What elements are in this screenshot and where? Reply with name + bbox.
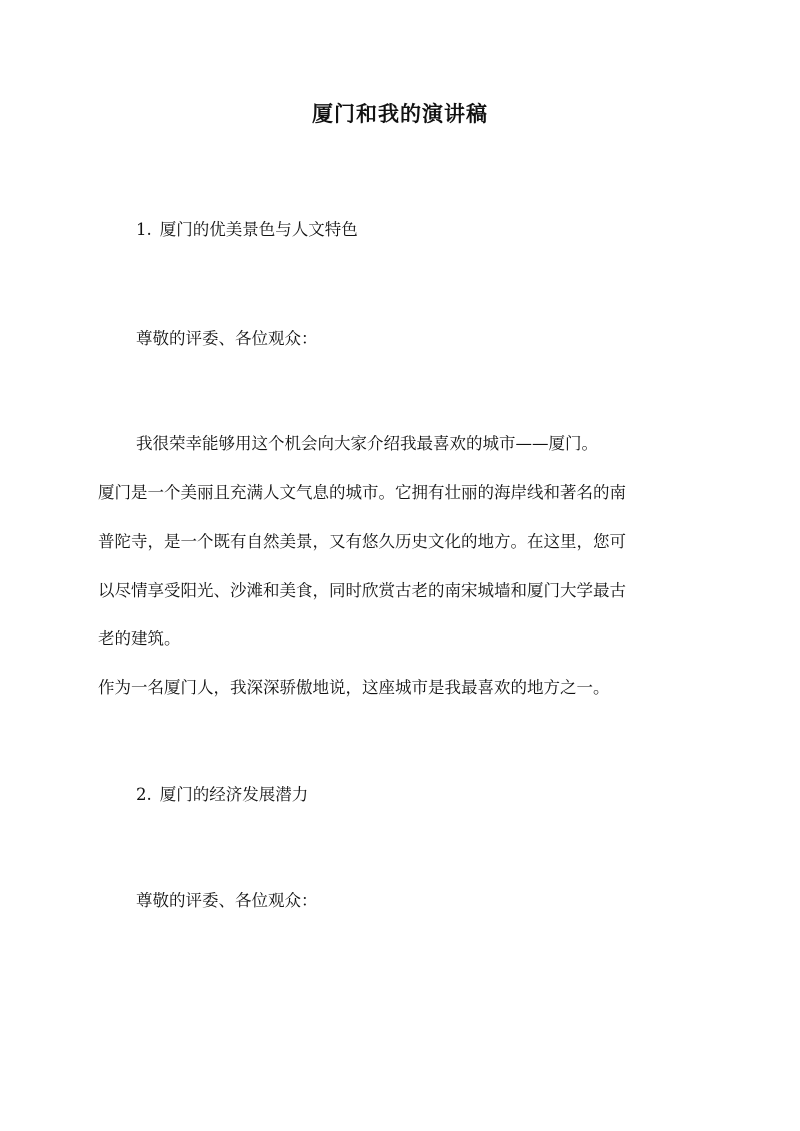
section-1-paragraph-2-line-4: 老的建筑。 <box>98 629 181 648</box>
section-1-paragraph-2-line-2: 普陀寺，是一个既有自然美景，又有悠久历史文化的地方。在这里，您可 <box>98 532 626 551</box>
section-1-paragraph-2-line-3: 以尽情享受阳光、沙滩和美食，同时欣赏古老的南宋城墙和厦门大学最古 <box>98 581 626 600</box>
section-2-heading <box>136 783 308 807</box>
section-2-salutation: 尊敬的评委、各位观众： <box>136 891 318 910</box>
section-1-heading <box>136 218 358 242</box>
section-1-salutation: 尊敬的评委、各位观众： <box>136 329 318 348</box>
section-2-heading-text: 厦门的经济发展潜力 <box>159 785 309 804</box>
document-title: 厦门和我的演讲稿 <box>312 101 488 126</box>
section-2-number: 2. <box>136 785 152 804</box>
section-1-paragraph-1: 我很荣幸能够用这个机会向大家介绍我最喜欢的城市——厦门。 <box>136 434 598 453</box>
section-1-paragraph-3: 作为一名厦门人，我深深骄傲地说，这座城市是我最喜欢的地方之一。 <box>98 678 610 697</box>
section-1-number: 1. <box>136 220 152 239</box>
section-1-paragraph-2-line-1: 厦门是一个美丽且充满人文气息的城市。它拥有壮丽的海岸线和著名的南 <box>98 483 626 502</box>
section-1-heading-text: 厦门的优美景色与人文特色 <box>159 220 358 239</box>
